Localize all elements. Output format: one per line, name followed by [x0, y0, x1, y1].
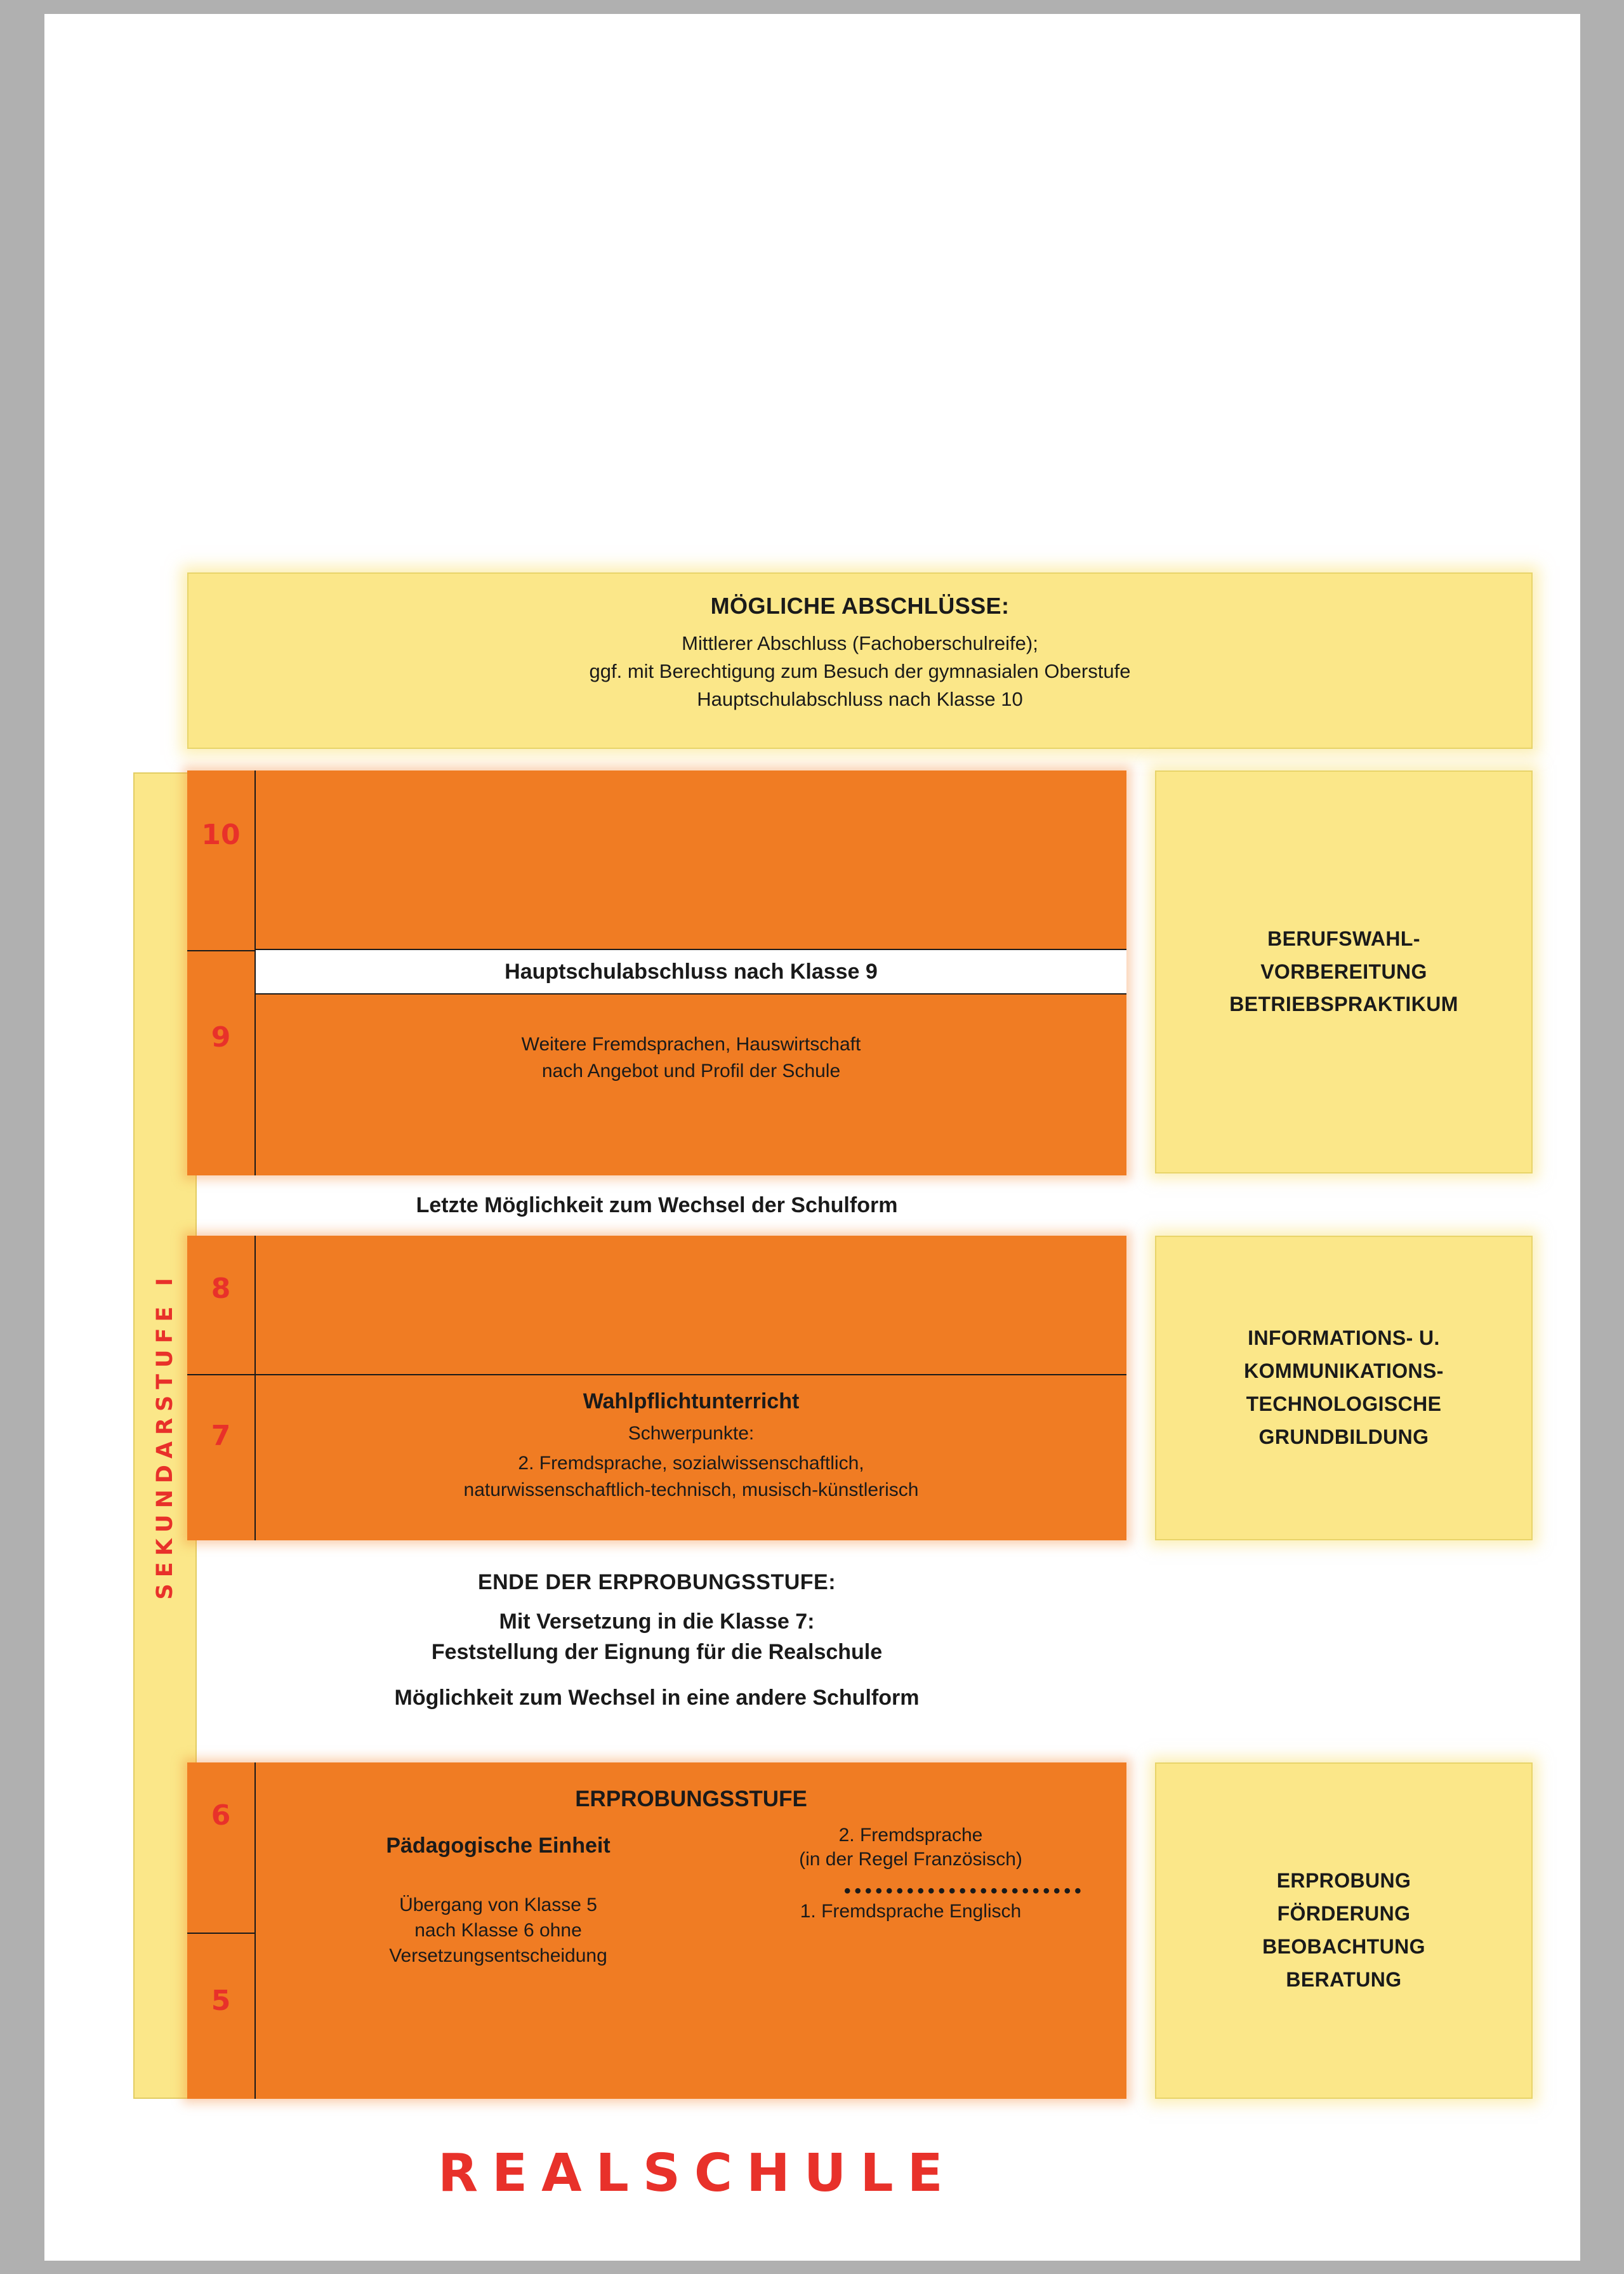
dotted-connector: ••••••••••••••••••••••• — [844, 1881, 1085, 1901]
poster-page — [44, 14, 1580, 2261]
hauptschulabschluss-strip: Hauptschulabschluss nach Klasse 9 — [256, 949, 1126, 995]
zweite-fremdsprache-line-1: 2. Fremdsprache — [838, 1825, 983, 1846]
side-box-erprobung — [1155, 1762, 1533, 2099]
erprobung-line-2: FÖRDERUNG — [1277, 1902, 1411, 1926]
erprobungsstufe-title: ERPROBUNGSSTUFE — [575, 1787, 807, 1811]
ende-erprobungsstufe-line-2: Feststellung der Eignung für die Realschule — [431, 1640, 883, 1664]
abschluesse-line-3: Hauptschulabschluss nach Klasse 10 — [697, 688, 1023, 711]
erprobung-line-1: ERPROBUNG — [1276, 1869, 1411, 1893]
grade-number-8: 8 — [211, 1273, 231, 1305]
sekundarstufe-label: SEKUNDARSTUFE I — [152, 1271, 178, 1600]
informations-line-4: GRUNDBILDUNG — [1258, 1425, 1429, 1448]
page-title: REALSCHULE — [438, 2143, 957, 2204]
grade-block-10-9 — [187, 770, 1126, 1175]
wahlpflicht-title: Wahlpflichtunterricht — [583, 1389, 800, 1413]
side-box-informations — [1155, 1236, 1533, 1540]
grade-block-6-5 — [187, 1762, 1126, 2099]
wahlpflicht-line-1: 2. Fremdsprache, sozialwissenschaftlich, — [518, 1453, 864, 1474]
grade-number-10: 10 — [201, 819, 241, 851]
informations-line-1: INFORMATIONS- U. — [1248, 1326, 1440, 1350]
grade-8-7-divider — [187, 1374, 1126, 1375]
abschluesse-line-2: ggf. mit Berechtigung zum Besuch der gymnasialen Oberstufe — [589, 660, 1131, 683]
uebergang-line-3: Versetzungsentscheidung — [389, 1945, 607, 1966]
abschluesse-line-1: Mittlerer Abschluss (Fachoberschulreife); — [682, 632, 1038, 654]
berufswahl-line-1: BERUFSWAHL- — [1267, 927, 1420, 950]
abschluesse-heading: MÖGLICHE ABSCHLÜSSE: — [710, 593, 1010, 619]
uebergang-line-2: nach Klasse 6 ohne — [414, 1920, 582, 1941]
wahlpflicht-line-2: naturwissenschaftlich-technisch, musisch-künstlerisch — [463, 1479, 919, 1500]
ende-erprobungsstufe-heading: ENDE DER ERPROBUNGSSTUFE: — [477, 1570, 836, 1594]
erprobung-line-4: BERATUNG — [1286, 1967, 1402, 1991]
informations-line-2: KOMMUNIKATIONS- — [1244, 1359, 1444, 1383]
grade-9-text-2: nach Angebot und Profil der Schule — [541, 1061, 841, 1081]
wahlpflicht-subtitle: Schwerpunkte: — [628, 1423, 755, 1444]
grade-column-divider — [187, 950, 256, 951]
zweite-fremdsprache-line-2: (in der Regel Französisch) — [799, 1849, 1022, 1870]
paedagogische-einheit-label: Pädagogische Einheit — [386, 1834, 611, 1858]
side-box-berufswahl — [1155, 770, 1533, 1173]
moegliche-abschluesse-box — [187, 572, 1533, 749]
informations-line-3: TECHNOLOGISCHE — [1246, 1392, 1442, 1415]
ende-erprobungsstufe-line-1: Mit Versetzung in die Klasse 7: — [499, 1610, 815, 1634]
caption-letzte-moeglichkeit: Letzte Möglichkeit zum Wechsel der Schulform — [416, 1193, 898, 1217]
grade-6-5-divider — [187, 1933, 256, 1934]
grade-9-text-1: Weitere Fremdsprachen, Hauswirtschaft — [521, 1034, 861, 1055]
berufswahl-line-3: BETRIEBSPRAKTIKUM — [1229, 993, 1458, 1016]
berufswahl-line-2: VORBEREITUNG — [1260, 960, 1427, 983]
erste-fremdsprache-label: 1. Fremdsprache Englisch — [800, 1901, 1022, 1922]
grade-column-6-5 — [187, 1762, 256, 2099]
uebergang-line-1: Übergang von Klasse 5 — [399, 1894, 597, 1915]
grade-block-8-7 — [187, 1236, 1126, 1540]
grade-column-8-7 — [187, 1236, 256, 1540]
grade-number-6: 6 — [211, 1799, 231, 1832]
erprobung-line-3: BEOBACHTUNG — [1262, 1935, 1425, 1958]
grade-number-5: 5 — [211, 1985, 231, 2017]
grade-number-9: 9 — [211, 1021, 231, 1054]
grade-column-10-9 — [187, 770, 256, 1175]
grade-number-7: 7 — [211, 1420, 231, 1452]
ende-erprobungsstufe-line-3: Möglichkeit zum Wechsel in eine andere Schulform — [394, 1686, 920, 1710]
